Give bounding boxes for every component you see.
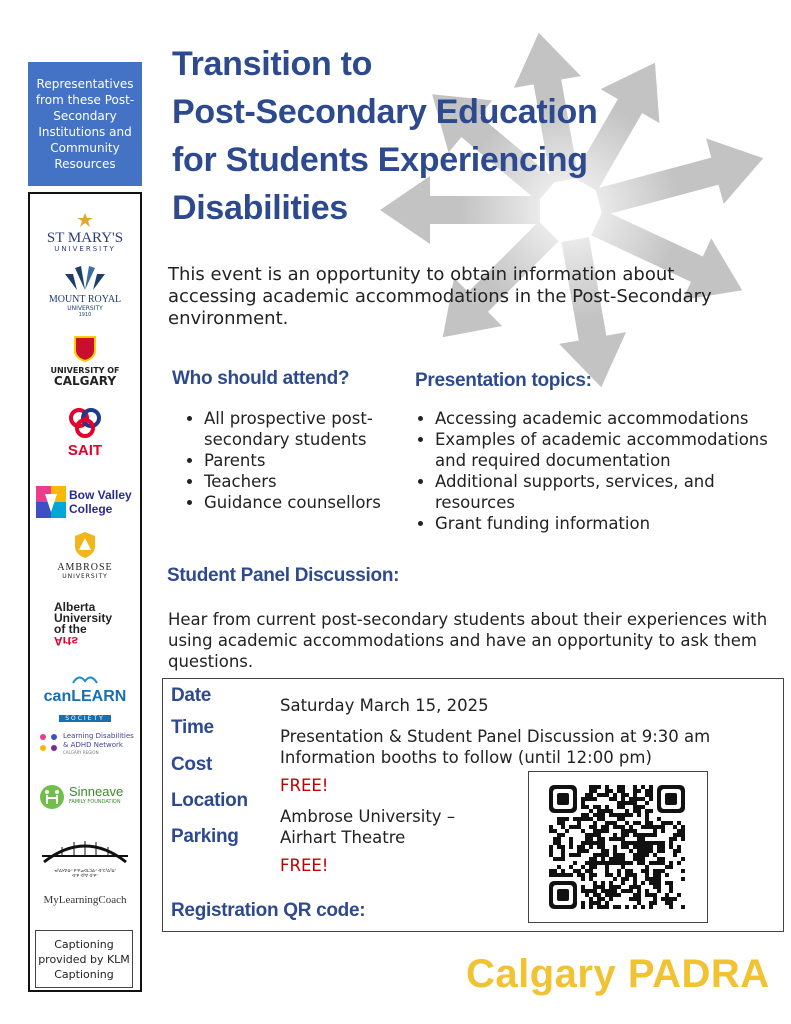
mountroyal-mark-icon: [65, 264, 105, 290]
ambrose-shield-icon: [73, 532, 97, 558]
list-item: • Accessing academic accommodations: [435, 408, 791, 429]
qr-label: Registration QR code:: [171, 900, 366, 921]
book-icon: [71, 673, 99, 685]
star-icon: [75, 213, 95, 227]
people-icon: [38, 732, 60, 756]
qr-finder-pattern: [657, 785, 685, 813]
parking-label: Parking: [171, 826, 239, 847]
bridge-logo: ᓀᐦᐃᔭᐍᐏᐣ ᑭᐢᑭᓄᐊᒪᑐᐏᐣ ᐊᐢᑕᐦᐃᐦᐃᐣ ᐊᐢᑭ ᐊᐦᐁ ᐊᐢᑭᐟ: [30, 836, 140, 878]
qr-finder-pattern: [549, 785, 577, 813]
stmarys-logo: ST MARY'S UNIVERSITY: [30, 212, 140, 253]
mylearningcoach-logo: MyLearningCoach: [43, 894, 127, 906]
list-item: • All prospective post-secondary students: [204, 408, 414, 450]
ambrose-logo: AMBROSE UNIVERSITY: [30, 532, 140, 580]
list-item: • Grant funding information: [435, 513, 791, 534]
ldadhd-logo: Learning Disabilities & ADHD Network CALGARY REGION: [30, 732, 148, 756]
shield-icon: [74, 336, 96, 362]
bridge-icon: [42, 836, 128, 864]
location-value-1: Ambrose University –: [280, 807, 456, 826]
captioning-text: Captioning provided by KLM Captioning: [38, 937, 130, 981]
location-label: Location: [171, 790, 248, 811]
mountroyal-logo: MOUNT ROYAL UNIVERSITY 1910: [30, 264, 140, 318]
date-label: Date: [171, 685, 211, 706]
page-title: Transition to Post-Secondary Education for Students Experiencing Disabilities: [172, 45, 598, 227]
logo-column: [28, 192, 142, 992]
date-value: Saturday March 15, 2025: [280, 696, 489, 715]
captioning-box: [35, 930, 133, 988]
sait-logo: SAIT: [30, 406, 140, 459]
canlearn-logo: canLEARN SOCIETY: [30, 670, 140, 724]
sinneave-logo: Sinneave FAMILY FOUNDATION: [30, 784, 148, 810]
auarts-logo: Alberta University of the Arts: [54, 600, 113, 648]
topics-list: [405, 408, 791, 534]
family-icon: [38, 784, 66, 810]
list-item: • Guidance counsellors: [204, 492, 414, 513]
qr-finder-pattern: [549, 881, 577, 909]
list-item: • Additional supports, services, and resources: [435, 471, 791, 513]
who-heading: Who should attend?: [172, 368, 350, 389]
time-value-1: Presentation & Student Panel Discussion at 9:30 am: [280, 727, 711, 746]
panel-heading: Student Panel Discussion:: [167, 565, 400, 586]
list-item: • Examples of academic accommodations and required documentation: [435, 429, 791, 471]
time-label: Time: [171, 717, 214, 738]
representatives-text: Representatives from these Post-Secondary Institutions and Community Resources: [35, 77, 135, 171]
list-item: • Parents: [204, 450, 414, 471]
ucalgary-logo: UNIVERSITY OF CALGARY: [30, 336, 140, 387]
qr-code[interactable]: [549, 785, 685, 911]
panel-text: Hear from current post-secondary students about their experiences with using academic accommodations and have an opportunity to ask them questions.: [168, 610, 768, 671]
list-item: • Teachers: [204, 471, 414, 492]
qr-box: [528, 771, 708, 923]
who-list: [174, 408, 414, 513]
intro-text: This event is an opportunity to obtain information about accessing academic accommodations in the Post-Secondary environment.: [168, 264, 712, 329]
cost-label: Cost: [171, 754, 213, 775]
time-value-2: Information booths to follow (until 12:00 pm): [280, 748, 652, 767]
location-value-2: Airhart Theatre: [280, 828, 406, 847]
bowvalley-logo: Bow Valley College: [30, 486, 146, 518]
cost-value: FREE!: [280, 776, 329, 795]
topics-heading: Presentation topics:: [415, 370, 592, 391]
sait-mark-icon: [68, 406, 102, 438]
parking-value: FREE!: [280, 856, 329, 875]
padra-logo: Calgary PADRA: [466, 952, 770, 996]
bowvalley-mark-icon: [36, 486, 66, 518]
representatives-box: [28, 62, 142, 186]
